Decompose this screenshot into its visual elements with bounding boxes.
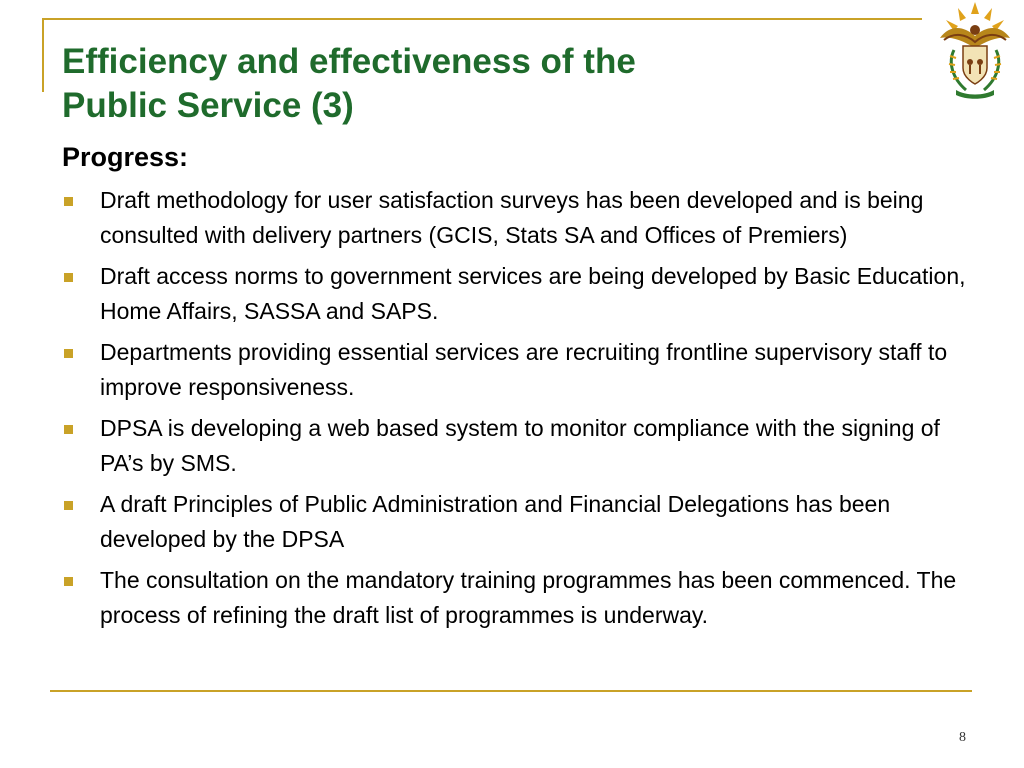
slide-body	[62, 140, 972, 639]
square-bullet-icon	[64, 425, 73, 434]
square-bullet-icon	[64, 577, 73, 586]
slide-title-line-2: Public Service (3)	[62, 86, 354, 125]
bullet-list	[62, 183, 972, 633]
bottom-accent-rule	[50, 690, 972, 692]
bullet-text: Draft methodology for user satisfaction surveys has been developed and is being consulted with delivery partners (GCIS, Stats SA and Offices of Premiers)	[100, 187, 924, 248]
square-bullet-icon	[64, 197, 73, 206]
bullet-item	[62, 411, 972, 481]
bullet-item	[62, 259, 972, 329]
slide-title-line-1: Efficiency and effectiveness of the	[62, 42, 636, 81]
left-accent-rule	[42, 18, 44, 92]
bullet-text: Draft access norms to government services are being developed by Basic Education, Home Affairs, SASSA and SAPS.	[100, 263, 966, 324]
slide-title	[62, 40, 882, 128]
bullet-item	[62, 335, 972, 405]
bullet-item	[62, 487, 972, 557]
square-bullet-icon	[64, 349, 73, 358]
bullet-text: The consultation on the mandatory training programmes has been commenced. The process of refining the draft list of programmes is underway.	[100, 567, 957, 628]
square-bullet-icon	[64, 273, 73, 282]
bullet-text: Departments providing essential services are recruiting frontline supervisory staff to improve responsiveness.	[100, 339, 948, 400]
bullet-text: DPSA is developing a web based system to monitor compliance with the signing of PA’s by SMS.	[100, 415, 940, 476]
top-accent-rule	[42, 18, 922, 20]
bullet-text: A draft Principles of Public Administration and Financial Delegations has been developed by the DPSA	[100, 491, 891, 552]
square-bullet-icon	[64, 501, 73, 510]
bullet-item	[62, 183, 972, 253]
page-number: 8	[959, 730, 966, 745]
coat-of-arms-icon	[932, 0, 1018, 100]
bullet-item	[62, 563, 972, 633]
section-heading: Progress:	[62, 142, 189, 172]
